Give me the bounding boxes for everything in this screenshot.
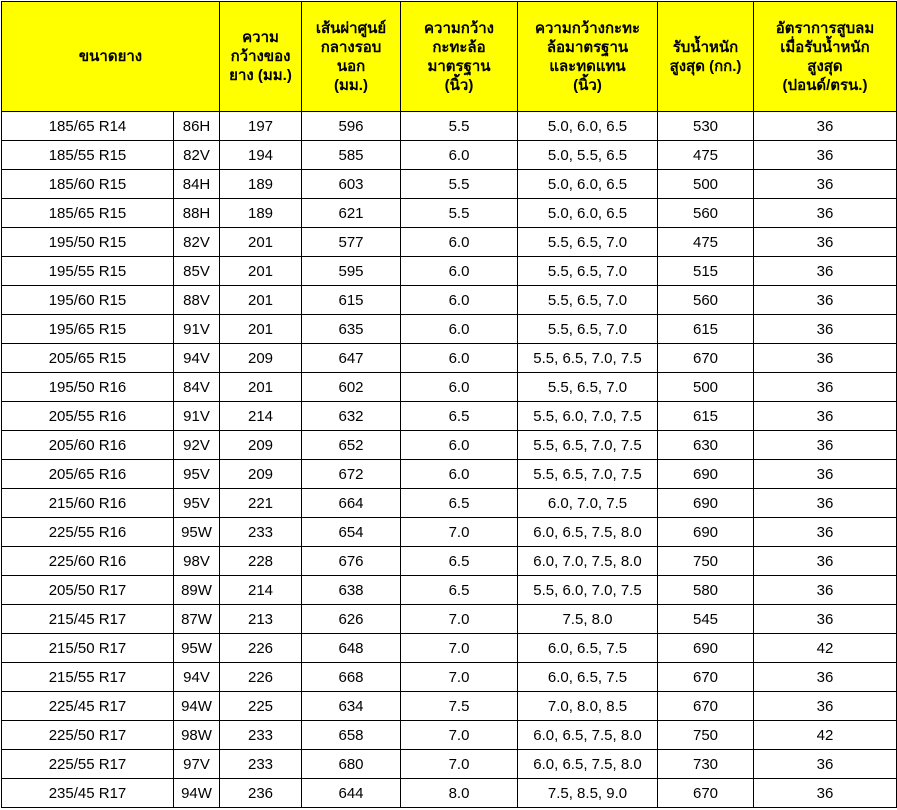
cell-max-load: 560 [658,199,754,228]
cell-standard-rim: 7.0 [401,605,518,634]
cell-standard-rim: 6.0 [401,431,518,460]
cell-max-load: 475 [658,141,754,170]
cell-tire-size: 225/55 R16 [2,518,174,547]
cell-max-load: 500 [658,373,754,402]
cell-load-index: 88V [174,286,220,315]
cell-outer-diameter: 603 [302,170,401,199]
cell-inflation-pressure: 36 [754,489,897,518]
cell-load-index: 95V [174,460,220,489]
cell-load-index: 86H [174,112,220,141]
cell-standard-rim: 6.0 [401,257,518,286]
header-row [2,2,897,112]
table-row [2,402,897,431]
cell-max-load: 670 [658,779,754,808]
cell-load-index: 95V [174,489,220,518]
cell-standard-rim: 5.5 [401,170,518,199]
cell-standard-rim: 7.0 [401,518,518,547]
table-body [2,112,897,808]
table-row [2,692,897,721]
cell-standard-rim: 6.5 [401,547,518,576]
table-row [2,228,897,257]
cell-inflation-pressure: 36 [754,199,897,228]
table-row [2,257,897,286]
cell-section-width: 189 [220,170,302,199]
cell-section-width: 236 [220,779,302,808]
cell-inflation-pressure: 36 [754,373,897,402]
cell-load-index: 91V [174,402,220,431]
cell-tire-size: 235/45 R17 [2,779,174,808]
cell-load-index: 94W [174,779,220,808]
cell-max-load: 545 [658,605,754,634]
cell-alternative-rims: 6.0, 7.0, 7.5 [518,489,658,518]
cell-alternative-rims: 5.5, 6.0, 7.0, 7.5 [518,576,658,605]
cell-alternative-rims: 5.5, 6.5, 7.0 [518,373,658,402]
cell-standard-rim: 7.0 [401,663,518,692]
cell-load-index: 94V [174,663,220,692]
cell-max-load: 690 [658,634,754,663]
table-row [2,779,897,808]
cell-tire-size: 225/45 R17 [2,692,174,721]
table-row [2,315,897,344]
cell-tire-size: 215/50 R17 [2,634,174,663]
cell-outer-diameter: 680 [302,750,401,779]
cell-max-load: 730 [658,750,754,779]
cell-alternative-rims: 5.5, 6.5, 7.0 [518,228,658,257]
cell-outer-diameter: 654 [302,518,401,547]
cell-alternative-rims: 5.0, 6.0, 6.5 [518,199,658,228]
cell-tire-size: 185/55 R15 [2,141,174,170]
cell-section-width: 201 [220,257,302,286]
cell-alternative-rims: 6.0, 6.5, 7.5, 8.0 [518,721,658,750]
cell-alternative-rims: 6.0, 6.5, 7.5, 8.0 [518,518,658,547]
cell-alternative-rims: 5.5, 6.5, 7.0 [518,286,658,315]
header-max-load: รับน้ำหนัก สูงสุด (กก.) [658,2,754,112]
table-row [2,489,897,518]
cell-outer-diameter: 635 [302,315,401,344]
cell-load-index: 98V [174,547,220,576]
cell-max-load: 560 [658,286,754,315]
header-tire-size: ขนาดยาง [2,2,220,112]
cell-standard-rim: 5.5 [401,199,518,228]
cell-section-width: 226 [220,663,302,692]
cell-alternative-rims: 5.5, 6.5, 7.0 [518,257,658,286]
cell-standard-rim: 5.5 [401,112,518,141]
cell-standard-rim: 6.5 [401,402,518,431]
cell-section-width: 201 [220,228,302,257]
cell-max-load: 690 [658,518,754,547]
cell-outer-diameter: 621 [302,199,401,228]
cell-inflation-pressure: 36 [754,518,897,547]
table-row [2,199,897,228]
cell-tire-size: 205/65 R15 [2,344,174,373]
cell-section-width: 221 [220,489,302,518]
cell-standard-rim: 6.5 [401,576,518,605]
cell-tire-size: 205/65 R16 [2,460,174,489]
cell-outer-diameter: 647 [302,344,401,373]
cell-outer-diameter: 585 [302,141,401,170]
cell-alternative-rims: 5.5, 6.5, 7.0, 7.5 [518,460,658,489]
cell-section-width: 233 [220,750,302,779]
table-row [2,576,897,605]
cell-section-width: 228 [220,547,302,576]
cell-outer-diameter: 596 [302,112,401,141]
cell-section-width: 233 [220,721,302,750]
cell-standard-rim: 8.0 [401,779,518,808]
cell-load-index: 87W [174,605,220,634]
cell-section-width: 189 [220,199,302,228]
cell-tire-size: 225/50 R17 [2,721,174,750]
cell-alternative-rims: 6.0, 6.5, 7.5 [518,663,658,692]
cell-alternative-rims: 5.5, 6.5, 7.0 [518,315,658,344]
cell-load-index: 92V [174,431,220,460]
cell-load-index: 84V [174,373,220,402]
cell-standard-rim: 6.0 [401,373,518,402]
cell-outer-diameter: 626 [302,605,401,634]
cell-load-index: 82V [174,141,220,170]
header-outer-diameter: เส้นผ่าศูนย์ กลางรอบ นอก (มม.) [302,2,401,112]
cell-outer-diameter: 638 [302,576,401,605]
cell-tire-size: 215/45 R17 [2,605,174,634]
header-inflation-pressure: อัตราการสูบลม เมื่อรับน้ำหนัก สูงสุด (ปอนด์/ตรน.) [754,2,897,112]
cell-outer-diameter: 652 [302,431,401,460]
cell-max-load: 670 [658,344,754,373]
cell-outer-diameter: 595 [302,257,401,286]
cell-section-width: 226 [220,634,302,663]
cell-inflation-pressure: 36 [754,141,897,170]
cell-load-index: 94W [174,692,220,721]
cell-max-load: 690 [658,489,754,518]
cell-load-index: 97V [174,750,220,779]
cell-standard-rim: 7.0 [401,634,518,663]
cell-max-load: 530 [658,112,754,141]
cell-inflation-pressure: 36 [754,170,897,199]
cell-standard-rim: 7.5 [401,692,518,721]
cell-tire-size: 195/60 R15 [2,286,174,315]
cell-tire-size: 185/65 R15 [2,199,174,228]
table-row [2,431,897,460]
cell-tire-size: 205/60 R16 [2,431,174,460]
cell-max-load: 500 [658,170,754,199]
cell-section-width: 209 [220,460,302,489]
cell-section-width: 197 [220,112,302,141]
cell-max-load: 670 [658,692,754,721]
cell-inflation-pressure: 36 [754,228,897,257]
cell-inflation-pressure: 36 [754,692,897,721]
cell-outer-diameter: 577 [302,228,401,257]
cell-outer-diameter: 602 [302,373,401,402]
cell-max-load: 615 [658,315,754,344]
cell-alternative-rims: 7.5, 8.0 [518,605,658,634]
cell-inflation-pressure: 36 [754,576,897,605]
cell-tire-size: 225/55 R17 [2,750,174,779]
cell-alternative-rims: 6.0, 6.5, 7.5 [518,634,658,663]
cell-section-width: 214 [220,576,302,605]
cell-tire-size: 185/60 R15 [2,170,174,199]
cell-tire-size: 225/60 R16 [2,547,174,576]
table-row [2,605,897,634]
cell-alternative-rims: 6.0, 7.0, 7.5, 8.0 [518,547,658,576]
cell-tire-size: 215/60 R16 [2,489,174,518]
cell-outer-diameter: 668 [302,663,401,692]
cell-load-index: 88H [174,199,220,228]
cell-load-index: 95W [174,518,220,547]
cell-outer-diameter: 658 [302,721,401,750]
cell-section-width: 209 [220,431,302,460]
cell-alternative-rims: 6.0, 6.5, 7.5, 8.0 [518,750,658,779]
cell-section-width: 233 [220,518,302,547]
cell-section-width: 201 [220,373,302,402]
cell-load-index: 94V [174,344,220,373]
cell-max-load: 615 [658,402,754,431]
cell-standard-rim: 6.0 [401,460,518,489]
cell-standard-rim: 7.0 [401,721,518,750]
cell-inflation-pressure: 42 [754,721,897,750]
cell-load-index: 84H [174,170,220,199]
table-row [2,547,897,576]
cell-max-load: 630 [658,431,754,460]
cell-standard-rim: 6.0 [401,344,518,373]
cell-tire-size: 195/50 R15 [2,228,174,257]
table-row [2,518,897,547]
cell-inflation-pressure: 36 [754,402,897,431]
cell-tire-size: 195/65 R15 [2,315,174,344]
cell-section-width: 201 [220,286,302,315]
table-row [2,634,897,663]
cell-section-width: 213 [220,605,302,634]
cell-outer-diameter: 644 [302,779,401,808]
cell-load-index: 82V [174,228,220,257]
cell-standard-rim: 6.0 [401,315,518,344]
cell-alternative-rims: 5.5, 6.0, 7.0, 7.5 [518,402,658,431]
cell-outer-diameter: 664 [302,489,401,518]
cell-inflation-pressure: 36 [754,315,897,344]
cell-alternative-rims: 5.5, 6.5, 7.0, 7.5 [518,431,658,460]
table-row [2,170,897,199]
cell-inflation-pressure: 36 [754,605,897,634]
cell-inflation-pressure: 36 [754,779,897,808]
table-row [2,141,897,170]
cell-tire-size: 185/65 R14 [2,112,174,141]
table-row [2,344,897,373]
table-row [2,460,897,489]
cell-inflation-pressure: 36 [754,112,897,141]
cell-load-index: 89W [174,576,220,605]
cell-section-width: 225 [220,692,302,721]
cell-max-load: 750 [658,721,754,750]
cell-tire-size: 205/55 R16 [2,402,174,431]
cell-outer-diameter: 634 [302,692,401,721]
cell-standard-rim: 6.0 [401,286,518,315]
header-section-width: ความ กว้างของ ยาง (มม.) [220,2,302,112]
cell-alternative-rims: 5.0, 6.0, 6.5 [518,112,658,141]
cell-section-width: 209 [220,344,302,373]
cell-standard-rim: 6.5 [401,489,518,518]
cell-load-index: 91V [174,315,220,344]
cell-section-width: 214 [220,402,302,431]
cell-section-width: 201 [220,315,302,344]
cell-tire-size: 195/50 R16 [2,373,174,402]
table-row [2,112,897,141]
cell-section-width: 194 [220,141,302,170]
table-row [2,750,897,779]
cell-tire-size: 205/50 R17 [2,576,174,605]
cell-load-index: 98W [174,721,220,750]
cell-inflation-pressure: 36 [754,344,897,373]
cell-alternative-rims: 5.0, 5.5, 6.5 [518,141,658,170]
cell-outer-diameter: 676 [302,547,401,576]
header-standard-rim-width: ความกว้าง กะทะล้อ มาตรฐาน (นิ้ว) [401,2,518,112]
cell-inflation-pressure: 36 [754,460,897,489]
table-row [2,373,897,402]
cell-standard-rim: 7.0 [401,750,518,779]
cell-inflation-pressure: 36 [754,547,897,576]
tire-spec-table [1,1,897,808]
cell-tire-size: 215/55 R17 [2,663,174,692]
cell-max-load: 475 [658,228,754,257]
table-row [2,721,897,750]
cell-inflation-pressure: 36 [754,750,897,779]
cell-outer-diameter: 615 [302,286,401,315]
cell-standard-rim: 6.0 [401,228,518,257]
cell-max-load: 750 [658,547,754,576]
table-row [2,663,897,692]
cell-max-load: 690 [658,460,754,489]
table-row [2,286,897,315]
cell-load-index: 95W [174,634,220,663]
cell-alternative-rims: 7.5, 8.5, 9.0 [518,779,658,808]
cell-inflation-pressure: 36 [754,431,897,460]
cell-load-index: 85V [174,257,220,286]
cell-inflation-pressure: 36 [754,286,897,315]
cell-outer-diameter: 648 [302,634,401,663]
cell-max-load: 515 [658,257,754,286]
header-alternative-rim-width: ความกว้างกะทะ ล้อมาตรฐาน และทดแทน (นิ้ว) [518,2,658,112]
cell-outer-diameter: 672 [302,460,401,489]
cell-alternative-rims: 5.5, 6.5, 7.0, 7.5 [518,344,658,373]
cell-inflation-pressure: 42 [754,634,897,663]
cell-outer-diameter: 632 [302,402,401,431]
cell-alternative-rims: 5.0, 6.0, 6.5 [518,170,658,199]
cell-max-load: 580 [658,576,754,605]
cell-alternative-rims: 7.0, 8.0, 8.5 [518,692,658,721]
cell-standard-rim: 6.0 [401,141,518,170]
cell-tire-size: 195/55 R15 [2,257,174,286]
cell-max-load: 670 [658,663,754,692]
cell-inflation-pressure: 36 [754,257,897,286]
cell-inflation-pressure: 36 [754,663,897,692]
